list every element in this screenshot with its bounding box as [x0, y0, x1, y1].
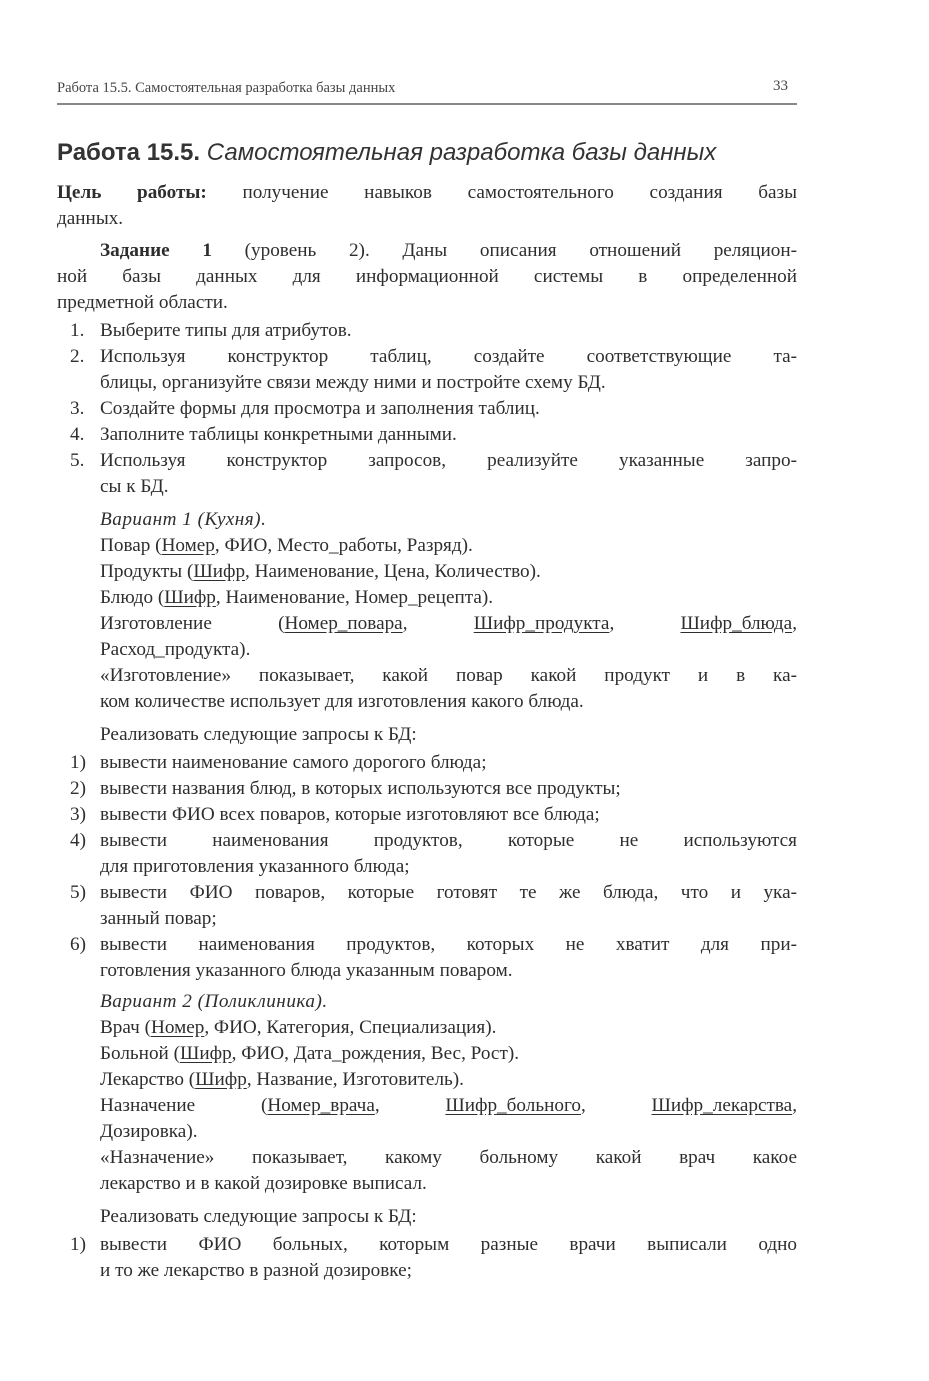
text-line [100, 802, 797, 828]
text-line [57, 238, 797, 264]
running-header-title: Работа 15.5. Самостоятельная разработка базы данных [57, 80, 396, 96]
page-body [57, 180, 797, 1284]
section-title [57, 139, 716, 167]
text-line [57, 264, 797, 290]
list-item [70, 776, 797, 802]
key-attribute: Номер_повара [284, 613, 403, 634]
list-number: 5. [70, 450, 85, 471]
list-item [70, 396, 797, 422]
text-line [100, 1093, 797, 1119]
list-item [70, 422, 797, 448]
key-attribute: Шифр_больного [445, 1095, 581, 1116]
text-span: Создайте формы для просмотра и заполнения таблиц. [100, 398, 540, 419]
list-item [70, 318, 797, 344]
text-line [100, 637, 797, 663]
text-span: , ФИО, Дата_рождения, Вес, Рост). [231, 1043, 520, 1064]
text-line [100, 396, 797, 422]
list-item [70, 932, 797, 984]
key-attribute: Шифр_продукта [473, 613, 610, 634]
text-span: вывести наименования продуктов, которые не используются [100, 830, 797, 851]
text-line [100, 689, 797, 715]
text-line [100, 1119, 797, 1145]
text-span: , Наименование, Цена, Количество). [245, 561, 541, 582]
text-span: Лекарство ( [100, 1069, 196, 1090]
key-attribute: Шифр [195, 1069, 247, 1090]
text-span: Используя конструктор запросов, реализуйте указанные запро- [100, 450, 797, 471]
text-span: «Изготовление» показывает, какой повар какой продукт и в ка- [100, 665, 797, 686]
sub-paragraph [100, 1067, 797, 1093]
list-item [70, 880, 797, 932]
text-span: ком количестве использует для изготовления какого блюда. [100, 691, 584, 712]
text-line [100, 828, 797, 854]
text-line [100, 1015, 797, 1041]
text-span: Дозировка). [100, 1121, 198, 1142]
text-span: (уровень 2). Даны описания отношений реляцион- [211, 240, 797, 261]
list-number: 5) [70, 882, 86, 903]
list-item [70, 802, 797, 828]
text-span: Реализовать следующие запросы к БД: [100, 1206, 417, 1227]
text-span: Назначение ( [100, 1095, 268, 1116]
list-number: 4. [70, 424, 85, 445]
text-line [100, 958, 797, 984]
text-span: Изготовление ( [100, 613, 285, 634]
text-line [100, 906, 797, 932]
text-line [100, 1204, 797, 1230]
text-span: Расход_продукта). [100, 639, 251, 660]
sub-paragraph [100, 1015, 797, 1041]
variant-paragraph [100, 507, 797, 533]
text-span: , ФИО, Место_работы, Разряд). [214, 535, 473, 556]
text-line [100, 318, 797, 344]
sub-paragraph [100, 559, 797, 585]
text-span: , [792, 1095, 797, 1116]
list-number: 6) [70, 934, 86, 955]
text-line [100, 722, 797, 748]
intro-paragraph [100, 722, 797, 748]
text-line [57, 290, 797, 316]
text-line [100, 1041, 797, 1067]
list-number: 3) [70, 804, 86, 825]
variant-paragraph [100, 989, 797, 1015]
text-span: , Наименование, Номер_рецепта). [215, 587, 494, 608]
text-span: Продукты ( [100, 561, 194, 582]
text-span: предметной области. [57, 292, 228, 313]
text-span: и то же лекарство в разной дозировке; [100, 1260, 412, 1281]
text-line [100, 880, 797, 906]
goal-paragraph [57, 180, 797, 232]
key-attribute: Номер [161, 535, 215, 556]
text-span: Вариант 1 (Кухня). [100, 509, 267, 530]
text-span: , [792, 613, 797, 634]
list-item [70, 344, 797, 396]
text-span: вывести ФИО всех поваров, которые изготовляют все блюда; [100, 804, 600, 825]
task-paragraph [57, 238, 797, 316]
key-attribute: Шифр_лекарства [651, 1095, 793, 1116]
text-span: , Название, Изготовитель). [246, 1069, 464, 1090]
text-line [100, 559, 797, 585]
bold-label: Задание 1 [100, 240, 212, 261]
sub-paragraph [100, 1145, 797, 1197]
section-title-text: Самостоятельная разработка базы данных [200, 139, 717, 166]
sub-paragraph [100, 1093, 797, 1145]
text-line [100, 507, 797, 533]
key-attribute: Номер [150, 1017, 205, 1038]
text-span: , [402, 613, 474, 634]
key-attribute: Шифр_блюда [680, 613, 793, 634]
text-span: Повар ( [100, 535, 162, 556]
text-line [100, 1232, 797, 1258]
bold-label: Цель работы: [57, 182, 207, 203]
section-number: Работа 15.5. [57, 139, 201, 166]
text-span: , ФИО, Категория, Специализация). [204, 1017, 497, 1038]
text-span: Блюдо ( [100, 587, 165, 608]
text-span: Реализовать следующие запросы к БД: [100, 724, 417, 745]
text-line [100, 989, 797, 1015]
text-line [100, 370, 797, 396]
text-span: ной базы данных для информационной системы в определенной [57, 266, 797, 287]
text-span: , [580, 1095, 652, 1116]
text-span: вывести названия блюд, в которых используются все продукты; [100, 778, 621, 799]
text-line [100, 750, 797, 776]
text-line [100, 776, 797, 802]
text-line [100, 448, 797, 474]
text-line [100, 422, 797, 448]
header-divider [57, 103, 797, 105]
list-number: 1) [70, 752, 86, 773]
text-span: «Назначение» показывает, какому больному какой врач какое [100, 1147, 797, 1168]
key-attribute: Шифр [164, 587, 216, 608]
key-attribute: Шифр [180, 1043, 232, 1064]
list-number: 1) [70, 1234, 86, 1255]
text-line [100, 533, 797, 559]
text-span: Заполните таблицы конкретными данными. [100, 424, 457, 445]
text-span: сы к БД. [100, 476, 169, 497]
text-span: вывести наименования продуктов, которых не хватит для при- [100, 934, 797, 955]
text-span: блицы, организуйте связи между ними и постройте схему БД. [100, 372, 606, 393]
text-line [100, 663, 797, 689]
list-number: 2) [70, 778, 86, 799]
text-span: Больной ( [100, 1043, 181, 1064]
text-line [100, 611, 797, 637]
list-item [70, 1232, 797, 1284]
page-number: 33 [773, 78, 788, 94]
sub-paragraph [100, 611, 797, 663]
list-item [70, 750, 797, 776]
list-item [70, 828, 797, 880]
text-span: для приготовления указанного блюда; [100, 856, 410, 877]
text-span: Выберите типы для атрибутов. [100, 320, 352, 341]
sub-paragraph [100, 663, 797, 715]
text-line [100, 344, 797, 370]
text-line [57, 206, 797, 232]
list-number: 1. [70, 320, 85, 341]
text-span: , [374, 1095, 446, 1116]
text-line [100, 585, 797, 611]
text-line [100, 854, 797, 880]
text-span: Используя конструктор таблиц, создайте соответствующие та- [100, 346, 797, 367]
text-span: данных. [57, 208, 124, 229]
text-span: лекарство и в какой дозировке выписал. [100, 1173, 427, 1194]
text-line [100, 932, 797, 958]
text-span: вывести наименование самого дорогого блюда; [100, 752, 487, 773]
text-span: получение навыков самостоятельного создания базы [206, 182, 797, 203]
text-line [100, 1145, 797, 1171]
text-span: занный повар; [100, 908, 217, 929]
text-span: Вариант 2 (Поликлиника). [100, 991, 328, 1012]
text-span: готовления указанного блюда указанным поваром. [100, 960, 513, 981]
sub-paragraph [100, 1041, 797, 1067]
list-number: 4) [70, 830, 86, 851]
text-span: вывести ФИО поваров, которые готовят те же блюда, что и ука- [100, 882, 797, 903]
text-span: Врач ( [100, 1017, 151, 1038]
list-number: 2. [70, 346, 85, 367]
text-line [100, 1258, 797, 1284]
key-attribute: Шифр [193, 561, 246, 582]
sub-paragraph [100, 533, 797, 559]
list-number: 3. [70, 398, 85, 419]
text-line [100, 1171, 797, 1197]
intro-paragraph [100, 1204, 797, 1230]
text-line [100, 474, 797, 500]
text-span: , [609, 613, 681, 634]
list-item [70, 448, 797, 500]
text-line [100, 1067, 797, 1093]
text-span: вывести ФИО больных, которым разные врачи выписали одно [100, 1234, 797, 1255]
sub-paragraph [100, 585, 797, 611]
text-line [57, 180, 797, 206]
key-attribute: Номер_врача [267, 1095, 375, 1116]
